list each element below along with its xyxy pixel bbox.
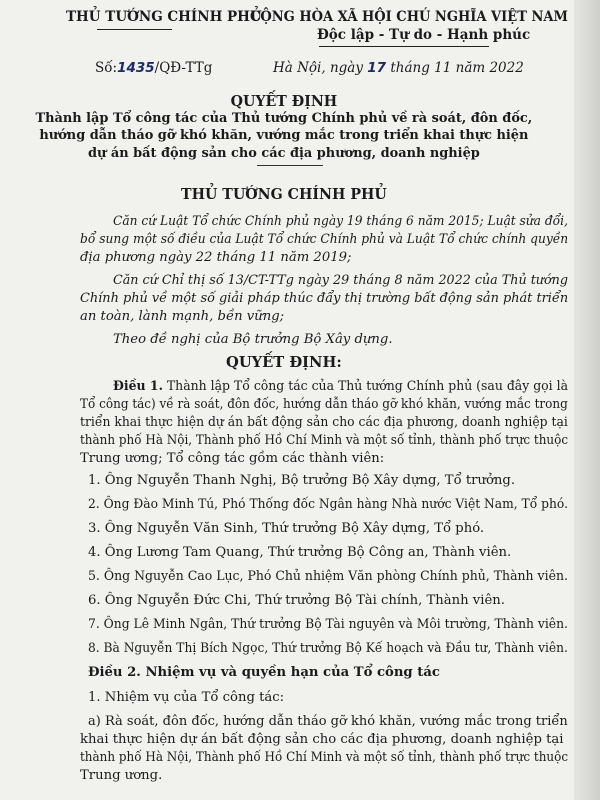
- preamble-line-5: Chính phủ về một số giải pháp thúc đẩy thị trường bất động sản phát triển: [80, 291, 569, 306]
- title-underline: [257, 165, 323, 166]
- article-2-sub-1: 1. Nhiệm vụ của Tổ công tác:: [88, 690, 285, 705]
- preamble-line-6: an toàn, lành mạnh, bền vững;: [80, 309, 285, 324]
- issuing-authority: THỦ TƯỚNG CHÍNH PHỦ: [66, 9, 262, 25]
- national-motto: Độc lập - Tự do - Hạnh phúc: [317, 27, 531, 43]
- republic-name: CỘNG HÒA XÃ HỘI CHỦ NGHĨA VIỆT NAM: [250, 9, 568, 25]
- place-date-suffix: tháng 11 năm 2022: [390, 60, 524, 76]
- decision-title: QUYẾT ĐỊNH: [230, 93, 338, 110]
- article-1-line-3: triển khai thực hiện dự án bất động sản cho các địa phương, doanh nghiệp tại: [80, 415, 568, 430]
- issuer-heading: THỦ TƯỚNG CHÍNH PHỦ: [181, 186, 387, 203]
- preamble-line-3: địa phương ngày 22 tháng 11 năm 2019;: [80, 250, 352, 265]
- member-item: 7. Ông Lê Minh Ngân, Thứ trưởng Bộ Tài nguyên và Môi trường, Thành viên.: [88, 617, 568, 632]
- article-2-item-a-line-3: thành phố Hà Nội, Thành phố Hồ Chí Minh và một số tỉnh, thành phố trực thuộc: [80, 750, 569, 765]
- preamble-line-1: Căn cứ Luật Tổ chức Chính phủ ngày 19 tháng 6 năm 2015; Luật sửa đổi,: [113, 214, 568, 229]
- preamble-line-7: Theo đề nghị của Bộ trưởng Bộ Xây dựng.: [113, 332, 393, 347]
- place-and-date: [273, 60, 524, 76]
- preamble-line-4: Căn cứ Chỉ thị số 13/CT-TTg ngày 29 tháng 8 năm 2022 của Thủ tướng: [113, 273, 568, 288]
- motto-underline: [319, 46, 489, 47]
- article-1-line-2: Tổ công tác) về rà soát, đôn đốc, hướng dẫn tháo gỡ khó khăn, vướng mắc trong: [80, 397, 568, 412]
- title-line-1: Thành lập Tổ công tác của Thủ tướng Chính phủ về rà soát, đôn đốc,: [35, 111, 533, 126]
- authority-underline: [97, 29, 172, 30]
- article-1-label: Điều 1.: [113, 379, 163, 394]
- article-2-heading: Điều 2. Nhiệm vụ và quyền hạn của Tổ công tác: [88, 665, 440, 680]
- number-suffix: /QĐ-TTg: [154, 60, 213, 76]
- article-1-line-1: [113, 379, 568, 394]
- article-2-item-a-line-2: khai thực hiện dự án bất động sản cho các địa phương, doanh nghiệp tại: [80, 732, 564, 747]
- member-item: 2. Ông Đào Minh Tú, Phó Thống đốc Ngân hàng Nhà nước Việt Nam, Tổ phó.: [88, 497, 569, 512]
- document-number: [95, 60, 212, 76]
- page-edge: [574, 0, 600, 800]
- article-1-line-5: Trung ương; Tổ công tác gồm các thành viên:: [80, 451, 385, 466]
- article-1-intro: Thành lập Tổ công tác của Thủ tướng Chính phủ (sau đây gọi là: [162, 379, 569, 394]
- handwritten-number: 1435: [117, 60, 155, 76]
- article-2-item-a-line-1: a) Rà soát, đôn đốc, hướng dẫn tháo gỡ khó khăn, vướng mắc trong triển: [88, 714, 568, 729]
- member-item: 6. Ông Nguyễn Đức Chi, Thứ trưởng Bộ Tài chính, Thành viên.: [88, 593, 505, 608]
- handwritten-day: 17: [367, 60, 387, 76]
- member-item: 8. Bà Nguyễn Thị Bích Ngọc, Thứ trưởng Bộ Kế hoạch và Đầu tư, Thành viên.: [88, 641, 568, 656]
- member-item: 1. Ông Nguyễn Thanh Nghị, Bộ trưởng Bộ Xây dựng, Tổ trưởng.: [88, 473, 516, 488]
- member-item: 5. Ông Nguyễn Cao Lục, Phó Chủ nhiệm Văn phòng Chính phủ, Thành viên.: [88, 569, 568, 584]
- preamble-line-2: bổ sung một số điều của Luật Tổ chức Chính phủ và Luật Tổ chức chính quyền: [80, 232, 569, 247]
- decision-heading: QUYẾT ĐỊNH:: [226, 353, 342, 371]
- place-date-prefix: Hà Nội, ngày: [273, 60, 363, 76]
- title-line-2: hướng dẫn tháo gỡ khó khăn, vướng mắc trong triển khai thực hiện: [39, 128, 529, 143]
- title-line-3: dự án bất động sản cho các địa phương, doanh nghiệp: [87, 146, 480, 161]
- number-prefix: Số:: [95, 60, 118, 76]
- article-2-item-a-line-4: Trung ương.: [80, 768, 163, 783]
- member-item: 3. Ông Nguyễn Văn Sinh, Thứ trưởng Bộ Xây dựng, Tổ phó.: [88, 521, 485, 536]
- member-item: 4. Ông Lương Tam Quang, Thứ trưởng Bộ Công an, Thành viên.: [88, 545, 512, 560]
- article-1-line-4: thành phố Hà Nội, Thành phố Hồ Chí Minh và một số tỉnh, thành phố trực thuộc: [80, 433, 569, 448]
